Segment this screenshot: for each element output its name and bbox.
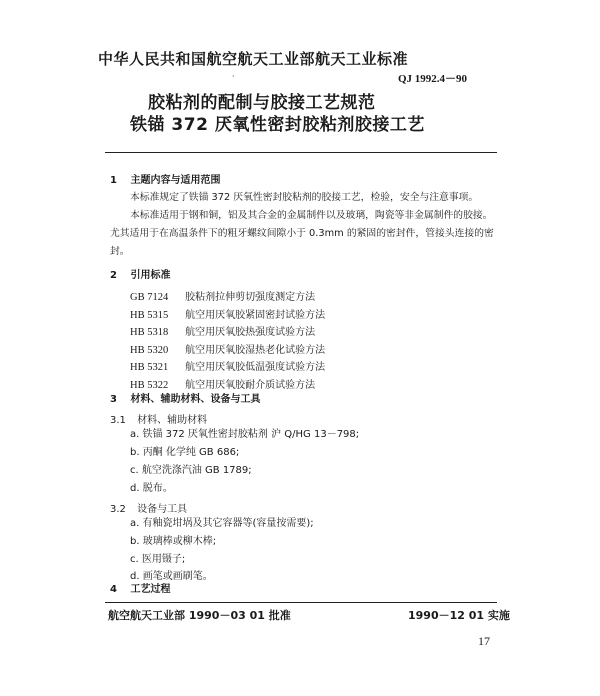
section-title: 材料、辅助材料、设备与工具 [130, 394, 261, 405]
reference-title: 航空用厌氧胶湿热老化试验方法 [185, 344, 326, 356]
section-1-paragraph-2-line-2: 尤其适用于在高温条件下的粗牙螺纹间隙小于 0.3mm 的紧固的密封件，管接头连接的密 [110, 228, 494, 239]
reference-item [130, 338, 325, 356]
section-number: 3 [110, 394, 117, 405]
page-number: 17 [478, 634, 490, 648]
subsection-number: 3.2 [110, 504, 126, 515]
approval-date: 航空航天工业部 1990－03 01 批准 [108, 609, 291, 622]
reference-item [130, 285, 325, 303]
document-subtitle: 铁锚 372 厌氧性密封胶粘剂胶接工艺 [130, 115, 425, 135]
tool-item: d. 画笔或画刷笔。 [130, 571, 213, 582]
section-number: 4 [110, 584, 117, 595]
reference-code: HB 5315 [130, 309, 169, 321]
reference-item [130, 303, 325, 321]
section-1-paragraph-2-line-3: 封。 [110, 246, 130, 257]
material-item: a. 铁锚 372 厌氧性密封胶粘剂 沪 Q/HG 13－798; [130, 429, 360, 440]
reference-code: GB 7124 [130, 292, 169, 303]
title-rule [105, 152, 497, 153]
material-item: c. 航空洗涤汽油 GB 1789; [130, 465, 252, 476]
reference-code: HB 5320 [130, 344, 169, 356]
reference-title: 航空用厌氧胶紧固密封试验方法 [185, 309, 326, 321]
section-2-heading [110, 266, 170, 281]
reference-list [130, 285, 325, 390]
subsection-number: 3.1 [110, 415, 126, 426]
section-title: 主题内容与适用范围 [130, 175, 221, 186]
tool-item: c. 医用镊子; [130, 554, 186, 565]
tool-item: a. 有釉瓷坩埚及其它容器等(容量按需要); [130, 518, 314, 529]
section-number: 2 [110, 270, 117, 281]
section-3-heading [110, 390, 260, 405]
reference-code: HB 5318 [130, 327, 169, 338]
effective-date: 1990－12 01 实施 [408, 609, 510, 622]
section-1-paragraph-2-line-1: 本标准适用于钢和铜，铝及其合金的金属制件以及玻璃，陶瓷等非金属制件的胶接。 [130, 210, 493, 221]
reference-item [130, 373, 325, 391]
material-item: d. 脱布。 [130, 483, 173, 494]
reference-title: 航空用厌氧胶低温强度试验方法 [185, 362, 326, 373]
section-title: 工艺过程 [130, 584, 171, 595]
section-number: 1 [110, 175, 117, 186]
section-title: 引用标准 [130, 270, 171, 281]
reference-code: HB 5322 [130, 379, 169, 391]
subsection-title: 材料、辅助材料 [137, 415, 208, 426]
reference-code: HB 5321 [130, 362, 169, 373]
reference-item [130, 320, 325, 338]
subsection-3-1-heading [110, 411, 207, 426]
subsection-3-2-heading [110, 500, 187, 515]
material-item: b. 丙酮 化学纯 GB 686; [130, 447, 240, 458]
section-1-paragraph-1: 本标准规定了铁锚 372 厌氧性密封胶粘剂的胶接工艺，检验，安全与注意事项。 [130, 192, 479, 203]
footer-rule [105, 602, 497, 603]
reference-title: 航空用厌氧胶耐介质试验方法 [185, 379, 316, 391]
reference-item [130, 355, 325, 373]
document-title: 胶粘剂的配制与胶接工艺规范 [148, 93, 376, 113]
tool-item: b. 玻璃棒或柳木棒; [130, 536, 217, 547]
standard-code: QJ 1992.4－90 [398, 73, 468, 85]
subsection-title: 设备与工具 [137, 504, 188, 515]
header-mark: · [232, 72, 235, 81]
reference-title: 航空用厌氧胶热强度试验方法 [185, 327, 316, 338]
section-1-heading [110, 171, 220, 186]
issuer-line: 中华人民共和国航空航天工业部航天工业标准 [98, 50, 409, 68]
reference-title: 胶粘剂拉伸剪切强度测定方法 [185, 292, 316, 303]
section-4-heading [110, 580, 170, 595]
